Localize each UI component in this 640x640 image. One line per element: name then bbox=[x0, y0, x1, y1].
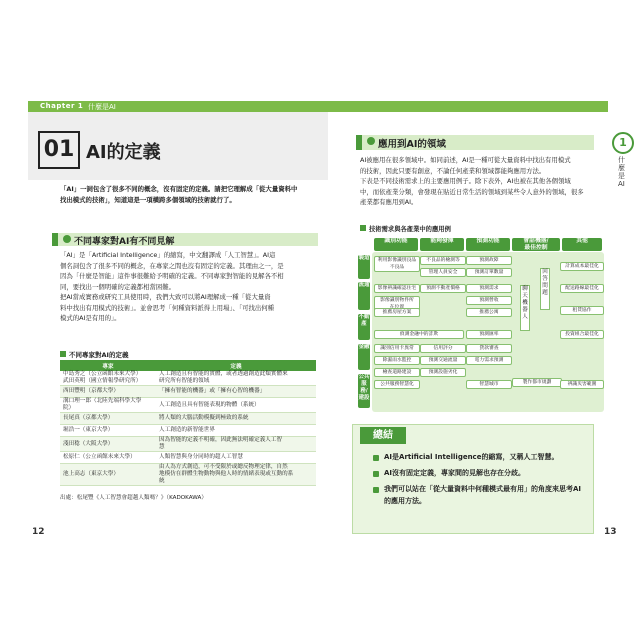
page-number-right: 13 bbox=[604, 527, 617, 537]
body-line: 模式的AI是有用的」。 bbox=[60, 314, 121, 322]
matrix-cell: 不良品的檢測等 bbox=[420, 256, 466, 265]
matrix-cell: 預測交通流量 bbox=[420, 356, 466, 365]
right-heading-bar bbox=[356, 135, 594, 150]
page-number-left: 12 bbox=[32, 527, 45, 537]
expert-cell: 堀浩一（東京大學） bbox=[60, 425, 156, 437]
expert-cell: 池上高志（東京大學） bbox=[60, 464, 156, 486]
matrix-cell: 預測不動產價格 bbox=[420, 284, 466, 293]
body-line: 的技術，因此只要有創意，不論任何產業和領域都能夠應用方法。 bbox=[360, 166, 546, 175]
body-text bbox=[60, 250, 322, 324]
row-label: 公共服務/ 建設 bbox=[358, 374, 370, 408]
definition-cell: 「擁有智能的機器」或「擁有心智的機器」 bbox=[156, 386, 316, 398]
column-header: 其他 bbox=[562, 238, 602, 251]
table-header: 專家 bbox=[60, 360, 156, 371]
figure-caption bbox=[360, 224, 451, 233]
vertical-label: 聊天機器人 bbox=[520, 285, 530, 331]
matrix-cell: 除濕雨水監控 bbox=[374, 356, 420, 365]
column-header: 會話機器/ 最佳控制 bbox=[512, 238, 560, 251]
body-line: 「AI」是「Artificial Intelligence」的縮寫，中文翻譯成「人工智慧」。AI這 bbox=[60, 251, 276, 259]
matrix-cell: 信用評分 bbox=[420, 344, 466, 353]
chapter-tab-number: 1 bbox=[612, 132, 634, 154]
expert-cell: 長尾真（京都大學） bbox=[60, 413, 156, 425]
matrix-cell: 管理人員安全 bbox=[420, 268, 466, 277]
matrix-cell: 計算成本最佳化 bbox=[560, 262, 604, 271]
matrix-cell: 推薦公寓 bbox=[466, 308, 512, 317]
chapter-label: Chapter 1 bbox=[40, 102, 84, 110]
matrix-cell: 偵測金融中的詐欺 bbox=[374, 330, 464, 339]
definition-cell: 人工創造且有智能的實體，或者透過創造此類實體來 研究所有智能的領域 bbox=[156, 371, 316, 386]
matrix-cell: 配送路線最佳化 bbox=[560, 284, 604, 293]
figure-caption-text: 技術需求與各產業中的應用例 bbox=[369, 226, 451, 233]
body-line: 個名詞包含了很多不同的概念，在專家之間也沒有固定的定義。其理由之一，是 bbox=[60, 261, 284, 270]
subheading: 不同專家對AI有不同見解 bbox=[74, 237, 175, 247]
matrix-cell: 電力需求預測 bbox=[466, 356, 512, 365]
matrix-cell: 檢查道路建設 bbox=[374, 368, 420, 377]
bullet-circle-icon bbox=[63, 235, 71, 243]
matrix-cell: 智慧城市 bbox=[466, 380, 512, 389]
chapter-header-bar-right bbox=[320, 101, 608, 112]
body-line: AI被應用在很多領域中。如同前述，AI是一種可從大量資料中找出有用模式 bbox=[360, 156, 571, 164]
body-line: 產業都有應用到AI。 bbox=[360, 198, 418, 206]
column-header: 能夠發揮 bbox=[420, 238, 464, 251]
body-line: 因為「什麼是智能」這件事很難給予明確的定義。不同專家對智能的見解各不相 bbox=[60, 272, 284, 280]
chapter-tab-text: 什麼是AI bbox=[618, 156, 625, 188]
summary-title: 總結 bbox=[360, 427, 406, 444]
expert-cell: 溝口理一郎（北陸先端科學大學 院） bbox=[60, 398, 156, 413]
table-caption-text: 不同專家對AI的定義 bbox=[69, 351, 129, 359]
body-line: 下表是不同技術需求上的主要應用例子。除下表外，AI也被在其他各個領域 bbox=[360, 177, 571, 185]
definition-cell: 由人為方式創造，可不受限於或總反物理定律，自然 地模仿在群體生物動物與他人時的情緒表現或互動的系 統 bbox=[156, 464, 316, 486]
matrix-cell: 利用影像識別良品 不良品 bbox=[374, 256, 420, 272]
body-line: 把AI當成實務或研究工具使用時，我們大致可以將AI理解成一種「從大量資 bbox=[60, 293, 271, 301]
expert-cell: 西田豐明（京都大學） bbox=[60, 386, 156, 398]
matrix-cell: 公共服務智慧化 bbox=[374, 380, 420, 389]
matrix-cell: 影像辨識確認住宅 bbox=[374, 284, 420, 293]
caption-square-icon bbox=[60, 351, 66, 357]
definition-cell: 將人類的大腦活動模擬到極致的系統 bbox=[156, 413, 316, 425]
body-line: 中，而依產業分類，會發現在貼近日常生活的領域到某些令人意外的領域，很多 bbox=[360, 187, 584, 196]
matrix-cell: 預測訂單數量 bbox=[466, 268, 512, 277]
row-label: 流通 bbox=[358, 282, 370, 310]
table-header: 定義 bbox=[156, 360, 316, 371]
summary-item: AI沒有固定定義，專家間的見解也存在分歧。 bbox=[384, 469, 526, 477]
summary-item: 我們可以站在「從大量資料中何種模式最有用」的角度來思考AI bbox=[384, 484, 588, 495]
matrix-cell: 預測需求 bbox=[466, 284, 512, 293]
section-title: AI的定義 bbox=[86, 142, 161, 163]
matrix-cell: 租賃協作 bbox=[560, 306, 604, 315]
matrix-cell: 預測營收 bbox=[466, 296, 512, 305]
intro-text bbox=[60, 184, 318, 205]
source-note: 出處：松尾豐《人工智慧會超越人類嗎？》（KADOKAWA） bbox=[60, 495, 207, 501]
matrix-cell: 預測設施劣化 bbox=[420, 368, 466, 377]
definition-cell: 人工創造的新智能世界 bbox=[156, 425, 316, 437]
summary-item: AI是Artificial Intelligence的縮寫，又稱人工智慧。 bbox=[384, 453, 559, 461]
definition-table bbox=[60, 360, 316, 486]
expert-cell: 中島秀之（公立函館未來大學） 武田英明（國立情報學研究所） bbox=[60, 371, 156, 386]
table-caption bbox=[60, 350, 128, 359]
definition-cell: 因為智能的定義不明確，因此無法明確定義人工智 慧 bbox=[156, 437, 316, 452]
matrix-cell: 投資組合最佳化 bbox=[560, 330, 604, 339]
expert-cell: 松原仁（公立函館未來大學） bbox=[60, 452, 156, 464]
table-row bbox=[60, 464, 316, 486]
table-row bbox=[60, 437, 316, 452]
section-number: 01 bbox=[38, 131, 80, 169]
matrix-cell: 預測匯率 bbox=[466, 330, 512, 339]
right-heading: 應用到AI的領域 bbox=[378, 139, 446, 150]
matrix-cell: 識別信用卡異常 bbox=[374, 344, 420, 353]
vertical-label: 回答問題 bbox=[540, 268, 550, 310]
table-row bbox=[60, 398, 316, 413]
table-row bbox=[60, 452, 316, 464]
matrix-cell: 辨識災害範圍 bbox=[560, 380, 604, 389]
caption-square-icon bbox=[360, 225, 366, 231]
matrix-cell: 預測故障 bbox=[466, 256, 512, 265]
matrix-cell: 貸款審查 bbox=[466, 344, 512, 353]
bullet-circle-icon bbox=[367, 137, 375, 145]
column-header: 預測功能 bbox=[466, 238, 510, 251]
matrix-cell: 影像識別物件所 bbox=[374, 296, 420, 312]
table-row bbox=[60, 413, 316, 425]
row-label: 製造 bbox=[358, 255, 370, 279]
expert-cell: 淺田稔（大阪大學） bbox=[60, 437, 156, 452]
definition-cell: 人工創造且具有智能表現的物體（系統） bbox=[156, 398, 316, 413]
definition-cell: 人類智慧與身分同時的超人工智慧 bbox=[156, 452, 316, 464]
row-label: 不動產 bbox=[358, 314, 370, 340]
intro-line: 「AI」一詞包含了很多不同的概念，沒有固定的定義。請把它理解成「從大量資料中 bbox=[60, 185, 298, 193]
intro-line: 找出模式的技術」，知道這是一項橫跨多個領域的技術就行了。 bbox=[60, 195, 236, 204]
right-body bbox=[360, 155, 600, 208]
table-row bbox=[60, 425, 316, 437]
column-header: 識別功能 bbox=[374, 238, 418, 251]
summary-item-continued: 的應用方法。 bbox=[384, 497, 426, 505]
body-line: 同，要找出一個明確的定義都相當困難。 bbox=[60, 282, 176, 291]
table-row bbox=[60, 371, 316, 386]
table-row bbox=[60, 386, 316, 398]
matrix-cell: 製作都市規劃 bbox=[512, 378, 562, 387]
chapter-title: 什麼是AI bbox=[88, 103, 116, 111]
subheading-bar bbox=[52, 233, 318, 246]
matrix-cell: 推薦房屋方案 bbox=[374, 308, 420, 317]
row-label: 金融 bbox=[358, 344, 370, 370]
body-line: 料中找出有用模式的技術」。並會思考「何種資料派得上用場」、「可找出何種 bbox=[60, 303, 275, 312]
